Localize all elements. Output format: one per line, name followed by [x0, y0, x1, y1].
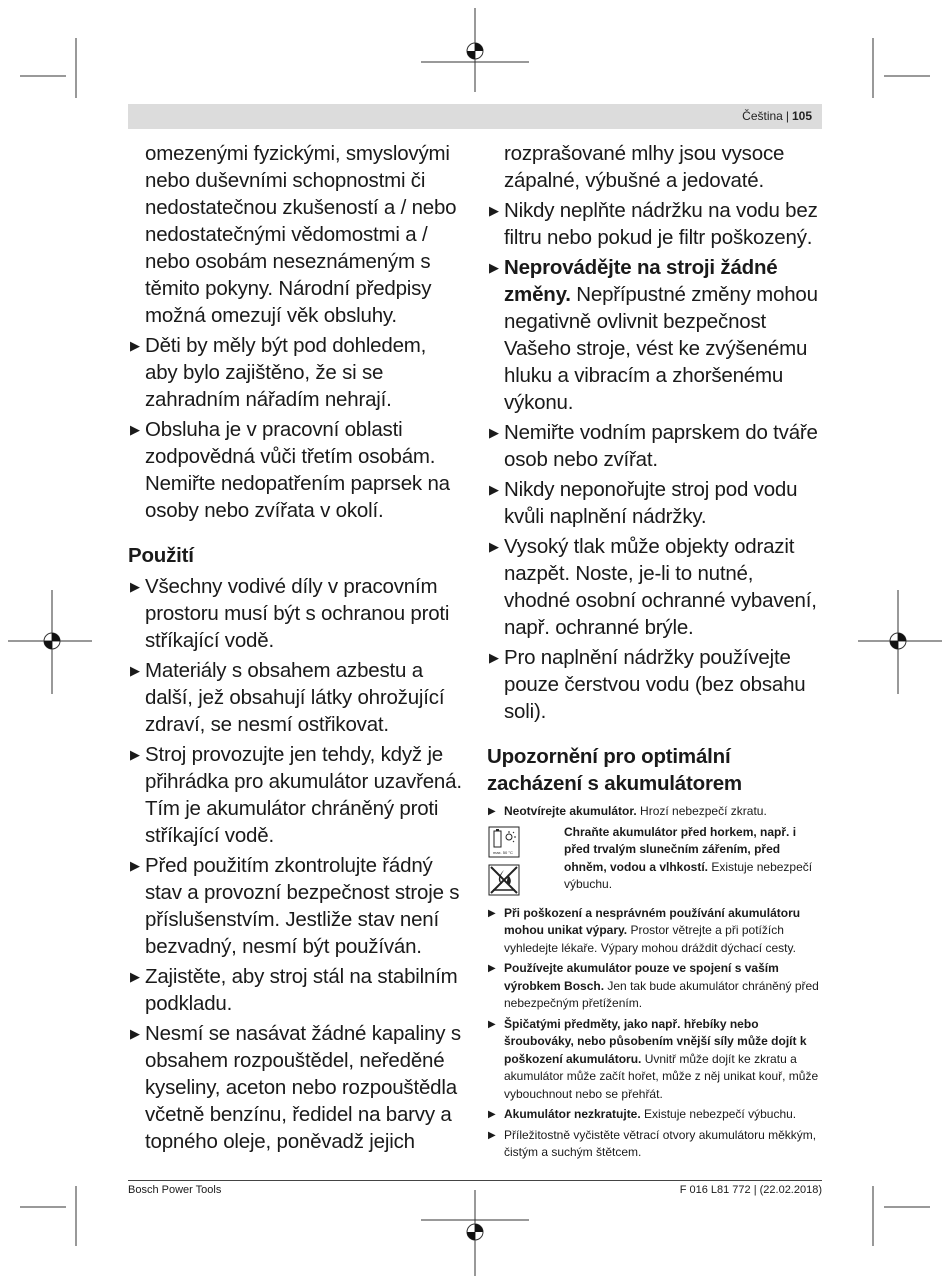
heat-warning-bold: Chraňte akumulátor před horkem, např. i před trvalým slunečním zářením, před ohněm, vodou a vlhkostí.	[564, 824, 797, 874]
list-item: ▶ Vysoký tlak může objekty odrazit nazpět. Noste, je-li to nutné, vhodné osobní ochranné vybavení, např. ochranné brýle.	[489, 535, 817, 639]
list-item: ▶ Nemiřte vodním paprskem do tváře osob nebo zvířat.	[489, 421, 818, 471]
list-item: ▶ Materiály s obsahem azbestu a další, jež obsahují látky ohrožující zdraví, se nesmí ostřikovat.	[130, 659, 445, 736]
svg-text:max. 50 °C: max. 50 °C	[493, 849, 513, 855]
list-item: ▶ Zajistěte, aby stroj stál na stabilním podkladu.	[130, 965, 458, 1015]
bullet-arrow-icon: ▶	[130, 969, 140, 984]
bullet-arrow-icon: ▶	[489, 203, 499, 218]
heat-sun-icon	[488, 826, 520, 858]
bullet-arrow-icon: ▶	[488, 907, 496, 919]
list-item: ▶ Špičatými předměty, jako např. hřebíky nebo šroubováky, nebo působením vnější síly může dojít k poškození akumulátoru. Uvnitř může dojít ke zkratu a akumulátor může začít hořet, může z něj unikat kouř, může vybouchnout nebo se přehřát.	[488, 1016, 819, 1101]
header-separator: |	[785, 109, 789, 123]
section-heading-battery: Upozornění pro optimální zacházení s akumulátorem	[487, 745, 742, 795]
bullet-arrow-icon: ▶	[130, 579, 140, 594]
no-fire-water-icon	[488, 864, 520, 896]
left-column	[128, 140, 463, 1155]
list-item: ▶ Nikdy neplňte nádržku na vodu bez filtru nebo pokud je filtr poškozený.	[489, 199, 818, 249]
page-number: 105	[791, 109, 812, 123]
list-item: ▶ Neotvírejte akumulátor. Hrozí nebezpečí zkratu.	[487, 803, 822, 821]
list-item: ▶ Používejte akumulátor pouze ve spojení s vaším výrobkem Bosch. Jen tak bude akumulátor chráněný před nebezpečným přetížením.	[488, 961, 819, 1010]
header-text	[742, 109, 812, 123]
list-item: ▶ Nesmí se nasávat žádné kapaliny s obsahem rozpouštědel, neředěné kyseliny, aceton nebo rozpouštědla včetně benzínu, ředidel na barvy a topného oleje, poněvadž jejich	[130, 1022, 461, 1153]
bullet-arrow-icon: ▶	[130, 422, 140, 437]
bullet-arrow-icon: ▶	[488, 1109, 496, 1120]
bullet-arrow-icon: ▶	[489, 650, 499, 665]
bullet-arrow-icon: ▶	[130, 663, 140, 678]
list-item: ▶ Akumulátor nezkratujte. Existuje nebezpečí výbuchu.	[487, 1106, 822, 1124]
footer-divider	[128, 1180, 822, 1181]
bullet-arrow-icon: ▶	[130, 1026, 140, 1041]
list-item: ▶ Pro naplnění nádržky používejte pouze čerstvou vodu (bez obsahu soli).	[489, 646, 806, 723]
list-item: ▶ Při poškození a nesprávném používání akumulátoru mohou unikat výpary. Prostor větrejte a při potížích vyhledejte lékaře. Výpary mohou dráždit dýchací cesty.	[488, 905, 801, 955]
list-item: ▶ Před použitím zkontrolujte řádný stav a provozní bezpečnost stroje s příslušenstvím. Jestliže stav není bezvadný, nesmí být používán.	[130, 854, 460, 958]
bullet-arrow-icon: ▶	[488, 963, 496, 974]
list-item: ▶ Děti by měly být pod dohledem, aby bylo zajištěno, že si se zahradním nářadím nehrají.	[130, 334, 427, 411]
footer-doc-number: F 016 L81 772 | (22.02.2018)	[679, 1184, 822, 1196]
heat-warning-block	[487, 824, 822, 902]
bullet-arrow-icon: ▶	[130, 858, 140, 873]
bullet-arrow-icon: ▶	[130, 747, 140, 762]
list-item: ▶ Obsluha je v pracovní oblasti zodpovědná vůči třetím osobám. Nemiřte nedopatřením paprsek na osoby nebo zvířata v okolí.	[130, 418, 450, 522]
list-item: ▶ Stroj provozujte jen tehdy, když je přihrádka pro akumulátor uzavřená. Tím je akumulátor chráněný proti stříkající vodě.	[130, 743, 462, 847]
continuation-text: omezenými fyzickými, smyslovými nebo duševními schopnostmi či nedostatečnou zkušeností a / nebo nedostatečnými vědomostmi a / nebo osobám neseznámeným s těmito pokyny. Národní předpisy možná omezují věk obsluhy.	[145, 142, 457, 327]
bullet-arrow-icon: ▶	[489, 260, 499, 275]
header-language: Čeština	[742, 109, 783, 123]
continuation-text: rozprašované mlhy jsou vysoce zápalné, výbušné a jedovaté.	[504, 142, 785, 192]
page-header	[128, 104, 822, 129]
bullet-arrow-icon: ▶	[488, 806, 496, 817]
list-item: ▶ Všechny vodivé díly v pracovním prostoru musí být s ochranou proti stříkající vodě.	[130, 575, 450, 652]
bullet-arrow-icon: ▶	[488, 1018, 496, 1030]
list-item: ▶ Nikdy neponořujte stroj pod vodu kvůli naplnění nádržky.	[489, 478, 798, 528]
bullet-arrow-icon: ▶	[489, 482, 499, 497]
list-item: ▶ Neprovádějte na stroji žádné změny. Nepřípustné změny mohou negativně ovlivnit bezpečnost Vašeho stroje, vést ke zvýšenému hluku a vibracím a zhoršenému výkonu.	[489, 256, 818, 414]
right-column	[487, 140, 822, 1162]
bullet-arrow-icon: ▶	[130, 338, 140, 353]
list-item: ▶ Příležitostně vyčistěte větrací otvory akumulátoru měkkým, čistým a suchým štětcem.	[488, 1127, 817, 1159]
bullet-arrow-icon: ▶	[488, 1129, 496, 1141]
heat-warning-text: Existuje nebezpečí výbuchu.	[564, 859, 813, 891]
bullet-arrow-icon: ▶	[489, 425, 499, 440]
section-heading-usage: Použití	[128, 544, 194, 567]
bullet-arrow-icon: ▶	[489, 539, 499, 554]
footer-brand: Bosch Power Tools	[128, 1184, 222, 1196]
